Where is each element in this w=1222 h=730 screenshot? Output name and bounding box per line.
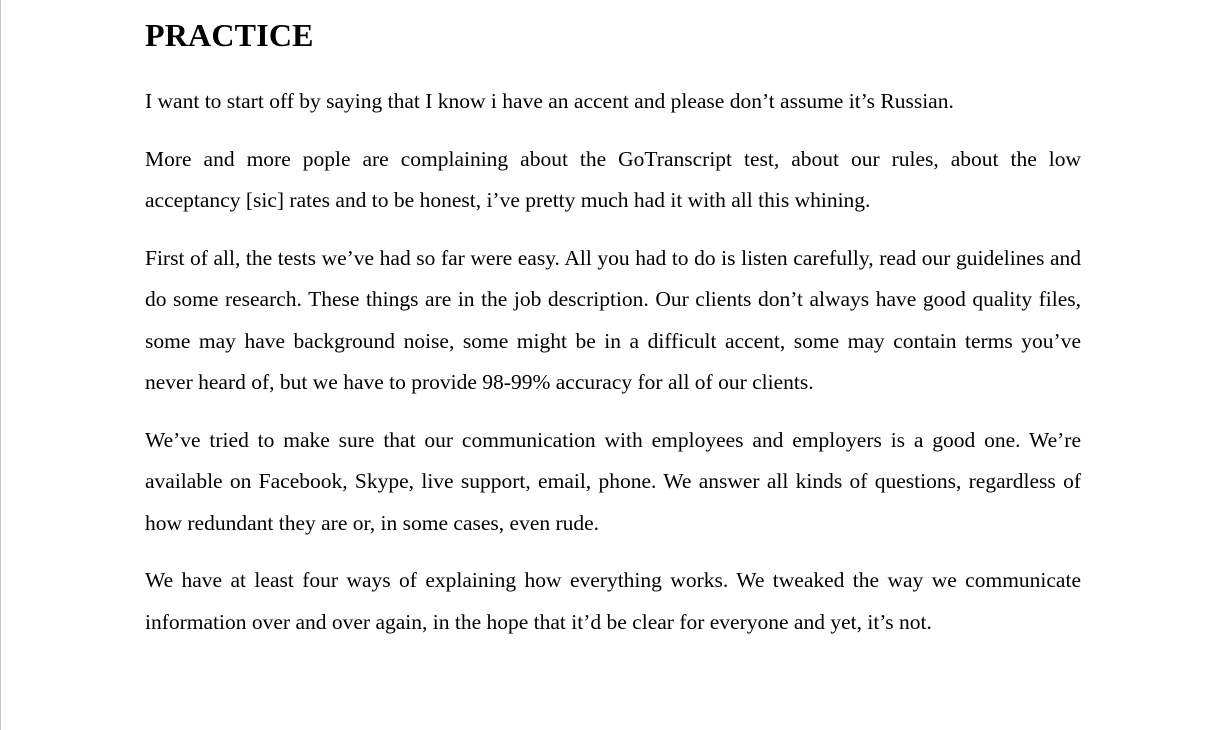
paragraph: First of all, the tests we’ve had so far were easy. All you had to do is listen carefully, read our guidelines and do some research. These things are in the job description. Our clients don’t always have good quality files, some may have background noise, some might be in a difficult accent, some may contain terms you’ve never heard of, but we have to provide 98-99% accuracy for all of our clients. [145, 245, 1081, 394]
document-title: PRACTICE [145, 17, 314, 53]
document-body [145, 14, 1081, 643]
paragraph: More and more pople are complaining about the GoTranscript test, about our rules, about the low acceptancy [sic] rates and to be honest, i’ve pretty much had it with all this whining. [145, 146, 1081, 212]
paragraph: We have at least four ways of explaining how everything works. We tweaked the way we communicate information over and over again, in the hope that it’d be clear for everyone and yet, it’s not. [145, 568, 1081, 634]
paragraph: We’ve tried to make sure that our communication with employees and employers is a good one. We’re available on Facebook, Skype, live support, email, phone. We answer all kinds of questions, regardless of how redundant they are or, in some cases, even rude. [145, 427, 1081, 535]
paragraph: I want to start off by saying that I know i have an accent and please don’t assume it’s Russian. [145, 89, 954, 113]
